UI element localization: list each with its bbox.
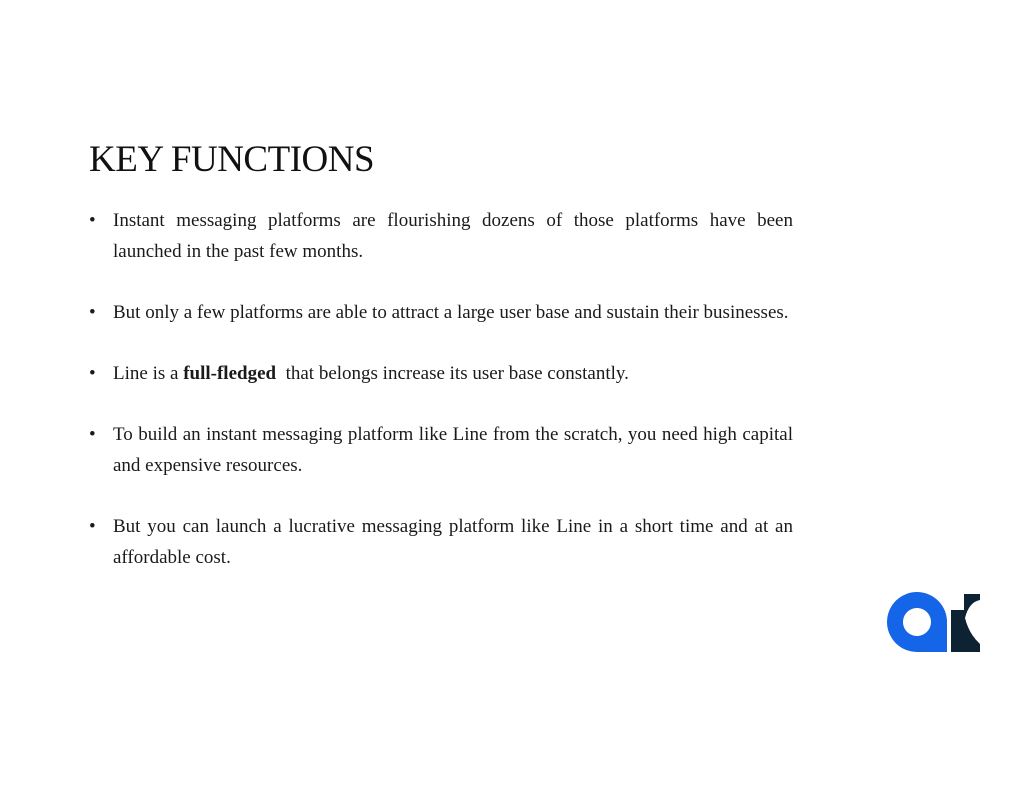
bullet-text-before: Line is a: [113, 363, 184, 384]
bullet-text: But you can launch a lucrative messaging platform like Line in a short time and at an affordable cost.: [113, 516, 793, 568]
list-item: [89, 419, 793, 481]
list-item: [89, 511, 793, 573]
ak-logo-icon: [887, 592, 981, 652]
slide-title: KEY FUNCTIONS: [89, 139, 375, 180]
bullet-text-bold: full-fledged: [183, 363, 277, 384]
list-item: [89, 297, 793, 328]
bullet-mark: •: [89, 424, 96, 445]
bullet-text: Instant messaging platforms are flourishing dozens of those platforms have been launched in the past few months.: [113, 210, 793, 262]
list-item: [89, 205, 793, 267]
list-item: [89, 358, 793, 389]
bullet-mark: •: [89, 210, 96, 231]
bullet-mark: •: [89, 363, 96, 384]
bullet-text: But only a few platforms are able to attract a large user base and sustain their businesses.: [113, 302, 789, 323]
logo-a-shape: [887, 592, 947, 652]
bullet-list: [89, 205, 793, 603]
bullet-mark: •: [89, 516, 96, 537]
bullet-mark: •: [89, 302, 96, 323]
bullet-text-after: that belongs increase its user base constantly.: [276, 363, 629, 384]
bullet-text: To build an instant messaging platform like Line from the scratch, you need high capital and expensive resources.: [113, 424, 793, 476]
